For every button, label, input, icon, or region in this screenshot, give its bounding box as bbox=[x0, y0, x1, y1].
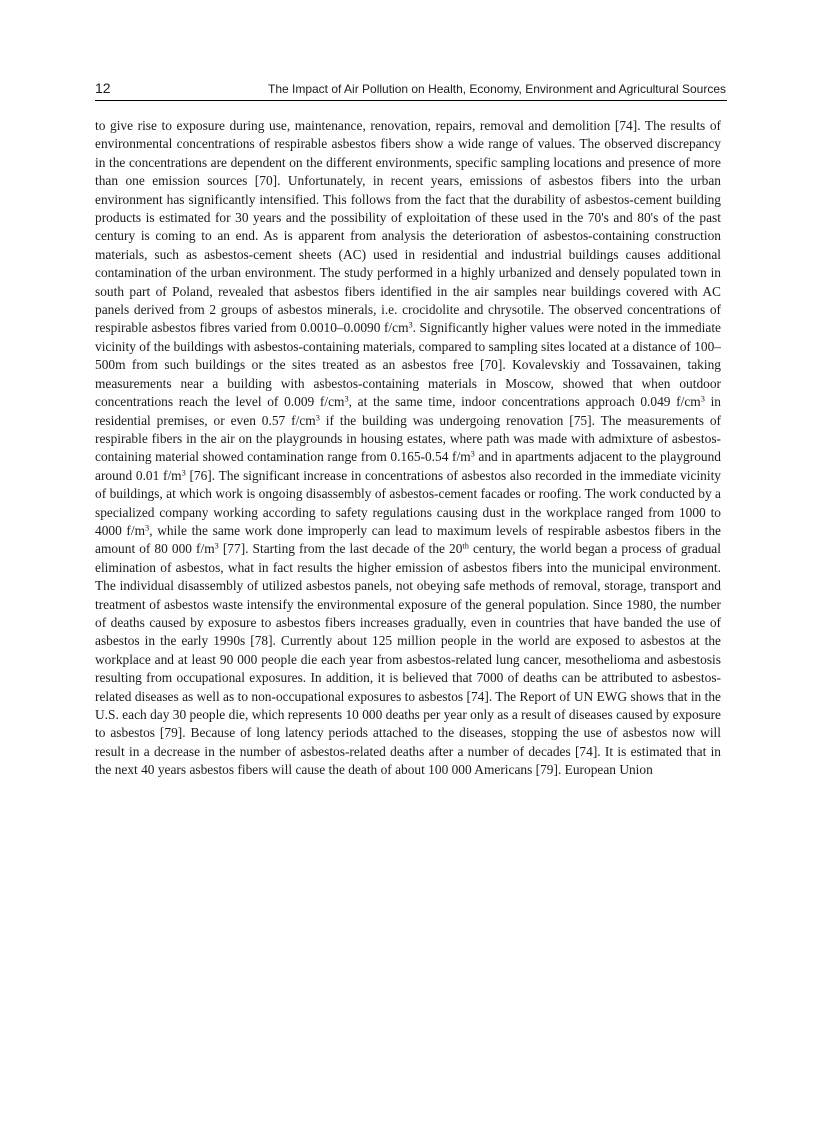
text-run: . Significantly higher values were noted in the immediate vicinity of the buildings with asbestos-containing materials, compared to sampling sites located at a distance of 100–500m from such buildings or the sites treated as an asbestos free [70]. Kovalevskiy and Tossavainen, taking measurements near a building with asbestos-containing materials in Moscow, showed that when outdoor concentrations reach the level of 0.009 f/cm bbox=[95, 320, 721, 410]
main-text bbox=[95, 117, 721, 780]
superscript: 3 bbox=[145, 523, 150, 533]
text-run: to give rise to exposure during use, maintenance, renovation, repairs, removal and demolition [74]. The results of environmental concentrations of respirable asbestos fibers show a wide range of values. The observed discrepancy in the concentrations are dependent on the different environments, specific sampling locations and presence of more than one emission sources [70]. Unfortunately, in recent years, emissions of asbestos fibers into the urban environment has significantly intensified. This follows from the fact that the durability of asbestos-cement building products is estimated for 30 years and the possibility of exploitation of these used in the 70's and 80's of the past century is coming to an end. As is apparent from analysis the deterioration of asbestos-containing construction materials, such as asbestos-cement sheets (AC) used in residential and industrial buildings causes additional contamination of the urban environment. The study performed in a highly urbanized and densely populated town in south part of Poland, revealed that asbestos fibers identified in the air samples near buildings covered with AC panels derived from 2 groups of asbestos minerals, i.e. crocidolite and chrysotile. The observed concentrations of respirable asbestos fibres varied from 0.0010–0.0090 f/cm bbox=[95, 118, 721, 336]
superscript: 3 bbox=[408, 320, 413, 330]
text-run: in residential premises, or even 0.57 f/cm bbox=[95, 394, 722, 428]
paragraph bbox=[95, 117, 721, 780]
text-run: , while the same work done improperly can lead to maximum levels of respirable asbestos fibers in the amount of 80 000 f/m bbox=[95, 522, 721, 557]
text-run: if the building was undergoing renovation [75]. The measurements of respirable fibers in the air on the playgrounds in housing estates, where path was made with admixture of asbestos-containing material showed contamination range from 0.165-0.54 f/m bbox=[95, 412, 721, 465]
superscript: 3 bbox=[181, 468, 186, 478]
superscript: 3 bbox=[344, 394, 349, 404]
text-run: , at the same time, indoor concentrations approach 0.049 f/cm bbox=[348, 394, 701, 410]
text-run: [77]. Starting from the last decade of the 20 bbox=[218, 541, 463, 557]
text-run: [76]. The significant increase in concentrations of asbestos also recorded in the immediate vicinity of buildings, at which work is ongoing disassembly of asbestos-cement facades or roofing. The work conducted by a specialized company working according to safety regulations causing dust in the workplace ranged from 1000 to 4000 f/m bbox=[95, 467, 721, 538]
superscript: th bbox=[462, 541, 469, 551]
running-title: The Impact of Air Pollution on Health, Economy, Environment and Agricultural Sources bbox=[267, 82, 726, 96]
superscript: 3 bbox=[470, 449, 475, 459]
running-header bbox=[95, 80, 727, 101]
page-number: 12 bbox=[95, 80, 111, 96]
text-run: century, the world began a process of gradual elimination of asbestos, what in fact results the higher emission of asbestos fibers into the municipal environment. The individual disassembly of utilized asbestos panels, not obeying safe methods of removal, storage, transport and treatment of asbestos waste intensify the environmental exposure of the general population. Since 1980, the number of deaths caused by exposure to asbestos fibers increases gradually, even in countries that have banded the use of asbestos in the early 1990s [78]. Currently about 125 million people in the world are exposed to asbestos at the workplace and at least 90 000 people die each year from asbestos-related lung cancer, mesothelioma and asbestosis resulting from occupational exposures. In addition, it is believed that 7000 of deaths can be attributed to asbestos-related diseases as well as to non-occupational exposures to asbestos [74]. The Report of UN EWG shows that in the U.S. each day 30 people die, which represents 10 000 deaths per year only as a result of diseases caused by exposure to asbestos [79]. Because of long latency periods attached to the diseases, stopping the use of asbestos now will result in a decrease in the number of asbestos-related deaths after a number of decades [74]. It is estimated that in the next 40 years asbestos fibers will cause the death of about 100 000 Americans [79]. European Union bbox=[95, 541, 721, 778]
text-run: and in apartments adjacent to the playground around 0.01 f/m bbox=[95, 449, 721, 483]
superscript: 3 bbox=[214, 541, 219, 551]
superscript: 3 bbox=[315, 412, 320, 422]
superscript: 3 bbox=[700, 394, 705, 404]
